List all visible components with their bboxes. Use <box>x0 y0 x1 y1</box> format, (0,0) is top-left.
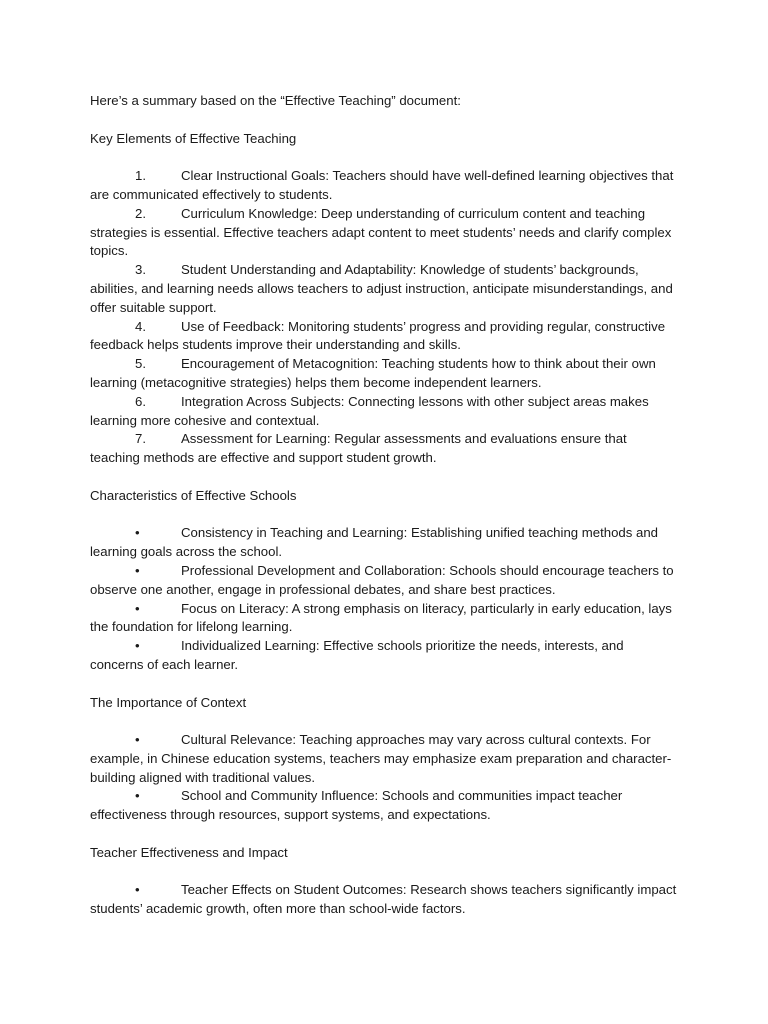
list-item-text: Teacher Effects on Student Outcomes: Research shows teachers significantly impact students’ academic growth, often more than school-wide factors. <box>90 882 677 917</box>
list-item <box>90 562 680 600</box>
list-item <box>90 637 680 675</box>
bullet-icon: • <box>135 525 140 541</box>
list-item <box>90 167 680 205</box>
bullet-list <box>90 731 680 825</box>
document-page <box>90 92 680 938</box>
list-item-text: Encouragement of Metacognition: Teaching students how to think about their own learning (metacognitive strategies) helps them become independent learners. <box>90 356 656 390</box>
bullet-list <box>90 524 680 674</box>
list-item <box>90 318 680 356</box>
list-number: 4. <box>135 318 146 334</box>
list-item-text: Individualized Learning: Effective schools prioritize the needs, interests, and concerns of each learner. <box>90 638 624 672</box>
bullet-icon: • <box>135 638 140 654</box>
list-number: 1. <box>135 168 146 184</box>
list-item-text: Use of Feedback: Monitoring students’ progress and providing regular, constructive feedback helps students improve their understanding and skills. <box>90 318 666 353</box>
list-item <box>90 430 680 468</box>
list-item <box>90 881 680 919</box>
section-heading: The Importance of Context <box>90 694 247 710</box>
list-item <box>90 393 680 431</box>
bullet-icon: • <box>135 882 140 898</box>
list-item <box>90 731 680 787</box>
list-number: 7. <box>135 431 146 447</box>
list-item-text: Student Understanding and Adaptability: Knowledge of students’ backgrounds, abilities, and learning needs allows teachers to adjust instruction, anticipate misunderstandings, and offer suitable support. <box>90 262 673 315</box>
list-item <box>90 524 680 562</box>
intro-text: Here’s a summary based on the “Effective Teaching” document: <box>90 93 461 108</box>
list-item-text: Consistency in Teaching and Learning: Establishing unified teaching methods and learning goals across the school. <box>90 525 659 560</box>
list-item <box>90 355 680 393</box>
bullet-icon: • <box>135 600 140 616</box>
sections-container <box>90 130 680 919</box>
numbered-list <box>90 167 680 468</box>
list-item-text: Clear Instructional Goals: Teachers should have well-defined learning objectives that are communicated effectively to students. <box>90 168 674 202</box>
list-item-text: Professional Development and Collaboration: Schools should encourage teachers to observe one another, engage in professional debates, and share best practices. <box>90 562 674 597</box>
bullet-icon: • <box>135 732 140 748</box>
bullet-list <box>90 881 680 919</box>
list-item <box>90 600 680 638</box>
list-item-text: Focus on Literacy: A strong emphasis on literacy, particularly in early education, lays the foundation for lifelong learning. <box>90 600 672 635</box>
section-heading: Teacher Effectiveness and Impact <box>90 844 288 860</box>
list-number: 6. <box>135 393 146 409</box>
list-item-text: Curriculum Knowledge: Deep understanding of curriculum content and teaching strategies is essential. Effective teachers adapt content to meet students’ needs and clarify complex topics. <box>90 205 672 259</box>
section-heading: Characteristics of Effective Schools <box>90 487 297 503</box>
list-item-text: School and Community Influence: Schools and communities impact teacher effectiveness through resources, support systems, and expectations. <box>90 788 623 823</box>
list-number: 3. <box>135 262 146 278</box>
list-item-text: Assessment for Learning: Regular assessments and evaluations ensure that teaching methods are effective and support student growth. <box>90 431 627 466</box>
list-item <box>90 261 680 317</box>
bullet-icon: • <box>135 562 140 578</box>
list-item-text: Cultural Relevance: Teaching approaches may vary across cultural contexts. For example, in Chinese education systems, teachers may emphasize exam preparation and character-building aligned with traditional values. <box>90 732 672 785</box>
list-number: 2. <box>135 205 146 221</box>
list-item <box>90 787 680 825</box>
section-heading: Key Elements of Effective Teaching <box>90 130 297 146</box>
list-item <box>90 205 680 261</box>
list-item-text: Integration Across Subjects: Connecting lessons with other subject areas makes learning more cohesive and contextual. <box>90 393 649 428</box>
list-number: 5. <box>135 356 146 372</box>
bullet-icon: • <box>135 788 140 804</box>
